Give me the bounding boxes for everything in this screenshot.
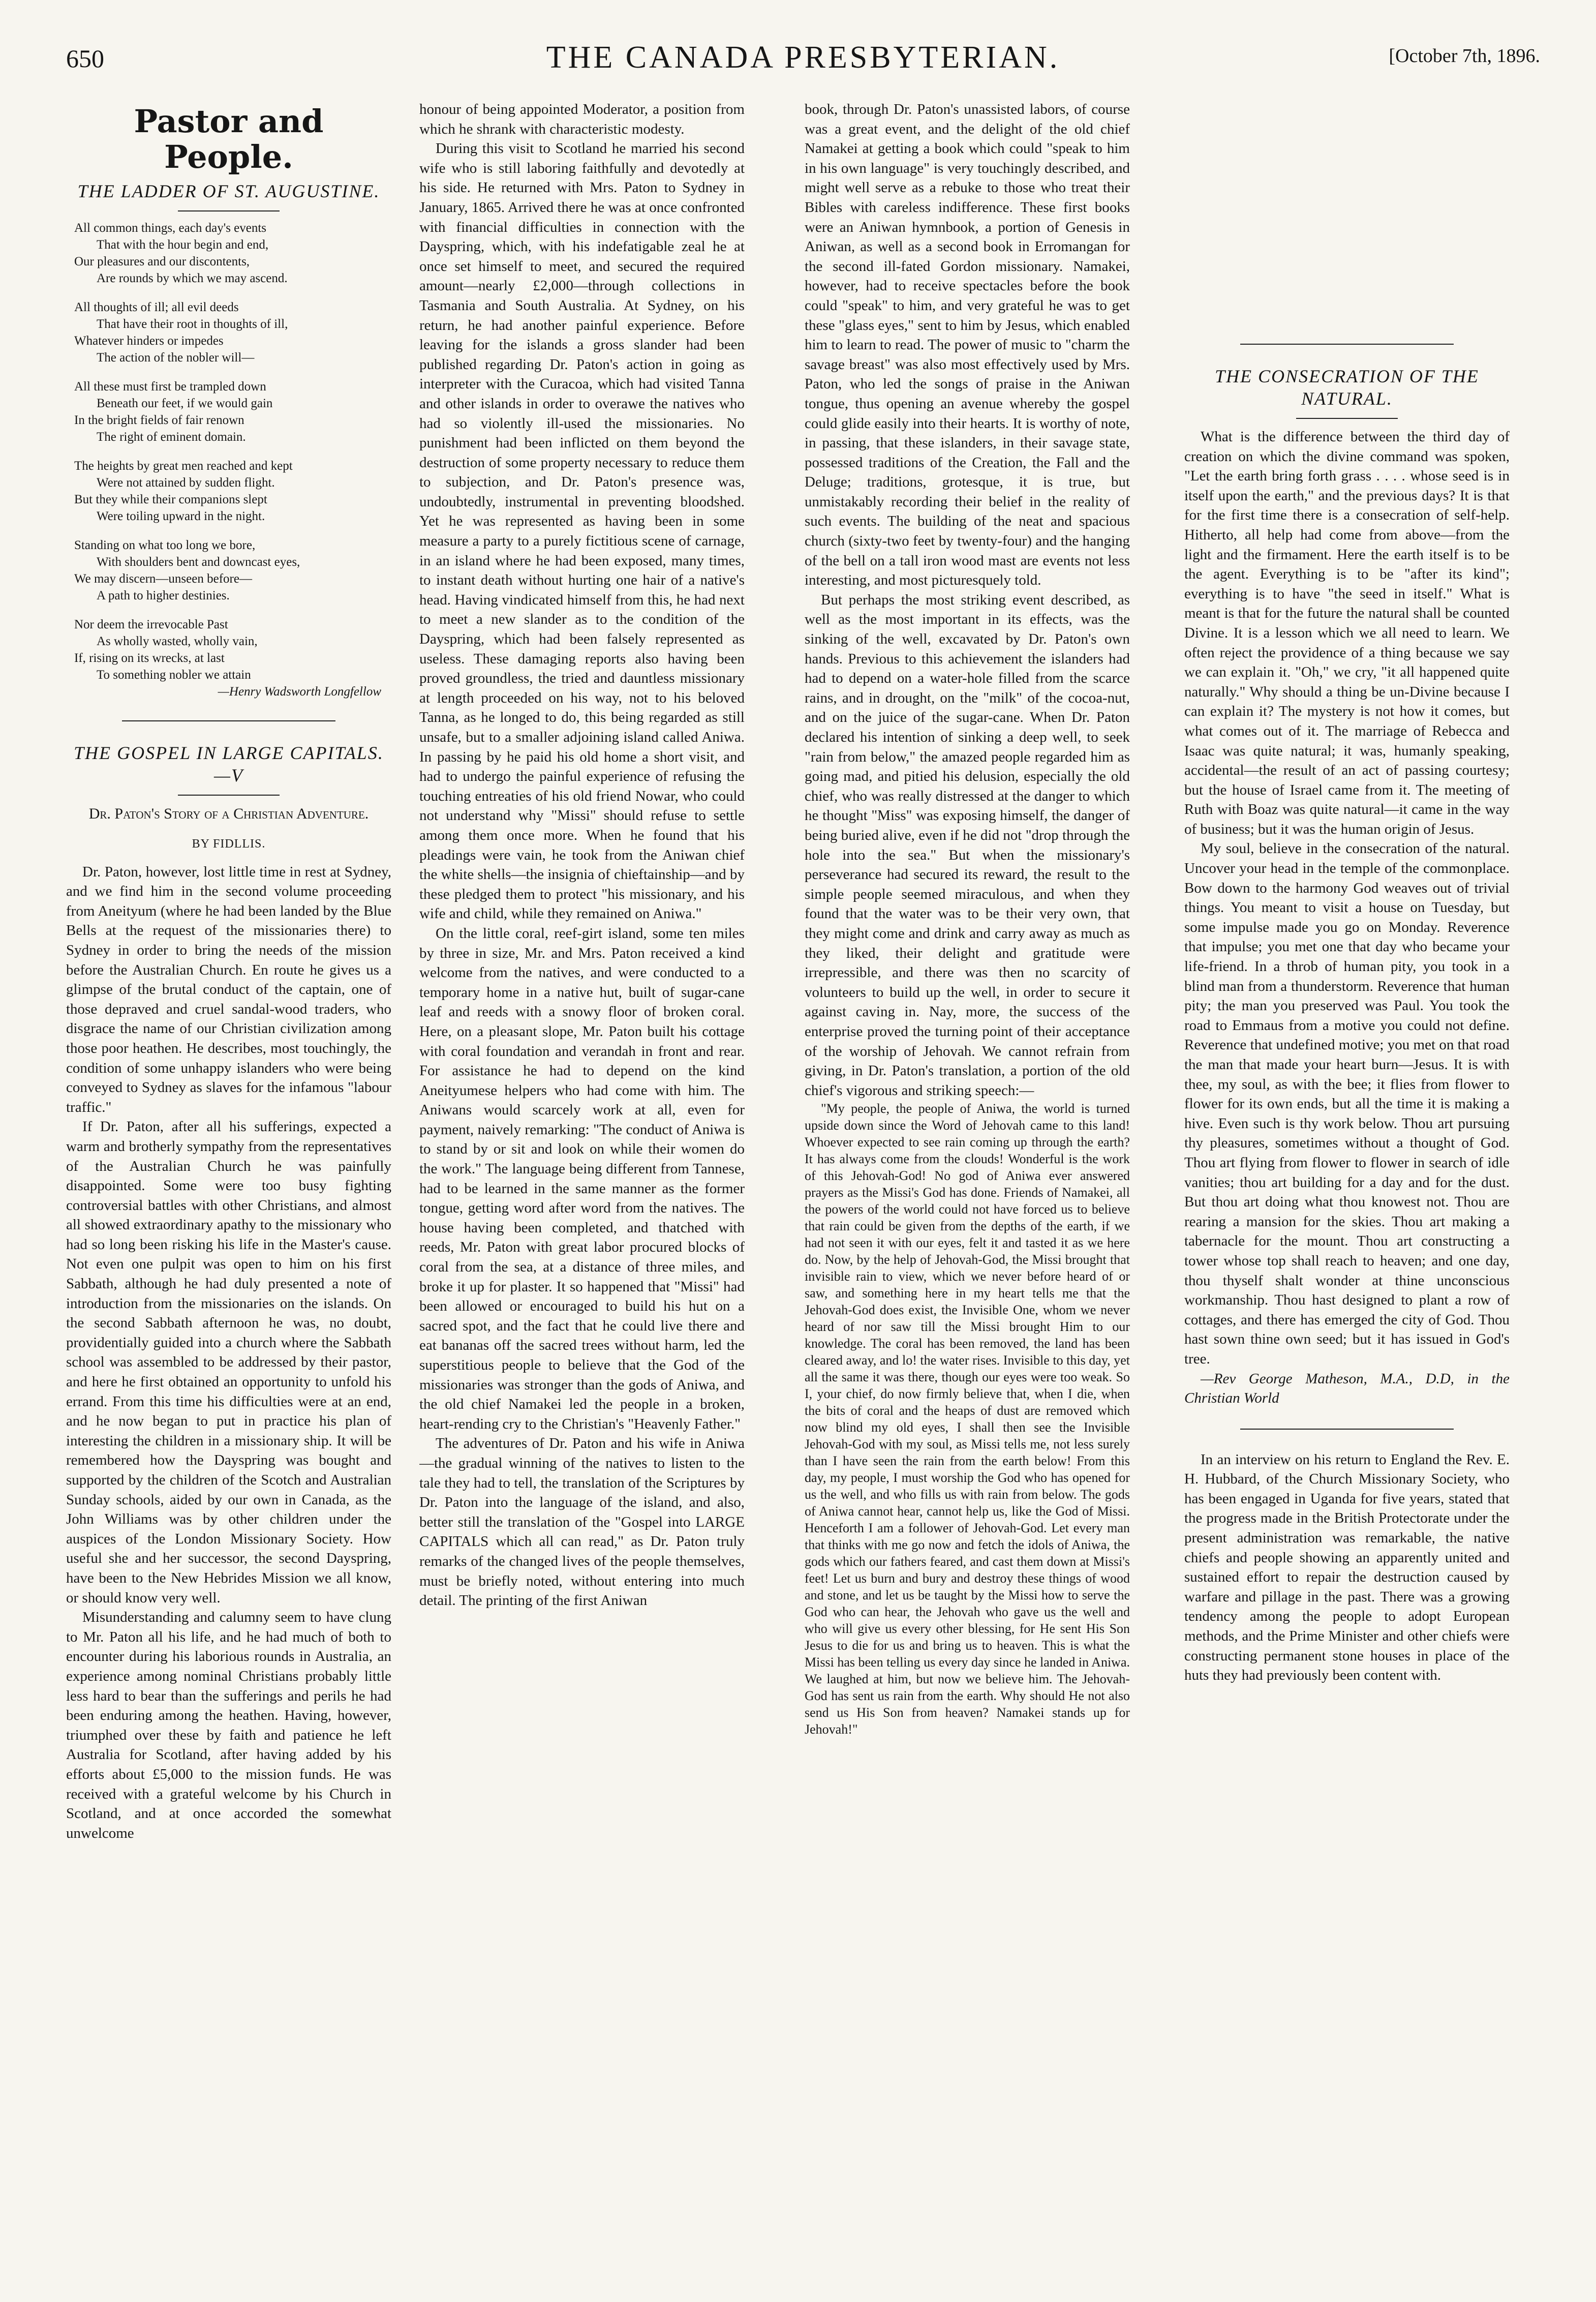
article-title: THE CONSECRATION OF THE NATURAL. [1215, 366, 1479, 409]
article-paragraph: During this visit to Scotland he married his second wife who is still laboring faithfully and devotedly at his side. He returned with Mrs. Paton to Sydney in January, 1865. Arrived there he was at once confronted with financial difficulties in connection with the Dayspring, which, with his indefatigable zeal he at once set himself to meet, and secured the required amount—nearly £2,000—through collections in Tasmania and South Australia. At Sydney, on his return, he had another painful experience. Before leaving for the islands a gross slander had been published regarding Dr. Paton's action in going as interpreter with the Curacoa, which had visited Tanna and other islands in order to overawe the natives who had so violently ill-used the missionaries. No punishment had been inflicted on them beyond the destruction of some property necessary to reduce them to subjection, and Dr. Paton's presence was, undoubtedly, instrumental in preventing bloodshed. Yet he was represented as having been in some measure a party to a purely fictitious scene of carnage, in an island where he had been exposed, many times, to instant death without hurting one hair of a native's head. Having vindicated himself from this, he had next to meet a new slander as to the condition of the Dayspring, which had been falsely represented as useless. These damaging reports also having been proved groundless, the tried and dauntless missionary at length proceeded on his way, not to his beloved Tanna, as he longed to do, this being regarded as still unsafe, but to a smaller adjoining island called Aniwa. In passing by he paid his old home a short visit, and had to undergo the painful experience of refusing the touching entreaties of his old friend Nowar, who could not understand why "Missi" should refuse to settle among them once more. When he found that his pleadings were vain, he took from the Aniwan chief the white shells—the insignia of chieftainship—and by these pledged them to protect "his missionary, and his wife and child, while they remained on Aniwa." [419, 140, 745, 922]
poem-line: The right of eminent domain. [97, 430, 246, 444]
divider [1296, 418, 1398, 419]
poem-stanza [74, 537, 391, 604]
divider [1240, 344, 1454, 345]
article-paragraph: On the little coral, reef-girt island, some ten miles by three in size, Mr. and Mrs. Paton received a kind welcome from the natives, and were conducted to a temporary home in a native hut, built of sugar-cane leaf and reeds with a snowy floor of broken coral. Here, on a pleasant slope, Mr. Paton built his cottage with coral foundation and verandah in front and rear. For assistance he had to depend on the kind Aneityumese helpers who had come with him. The Aniwans would scarcely work at all, even for payment, naively remarking: "The conduct of Aniwa is to stand by or sit and look on while their women do the work." The language being different from Tannese, had to be learned in the same manner as the former tongue, getting word after word from the natives. The house having been completed, and thatched with reeds, Mr. Paton with great labor procured blocks of coral from the sea, at a distance of three miles, and broke it up for plaster. It so happened that "Missi" had been allowed or encouraged to build his hut on a sacred spot, and the fact that he could live there and eat bananas off the sacred trees without harm, led the superstitious people to believe that the God of the missionaries was stronger than the gods of Aniwa, and the old chief Namakei led the people in a broken, heart-rending cry to the Christian's "Heavenly Father." [419, 925, 745, 1432]
article-paragraph: The adventures of Dr. Paton and his wife in Aniwa—the gradual winning of the natives to listen to the tale they had to tell, the translation of the Scriptures by Dr. Paton into the language of the island, and also, better still the translation of the "Gospel into LARGE CAPITALS which all can read," as Dr. Paton truly remarks of the changed lives of the people themselves, must be briefly noted, without entering into much detail. The printing of the first Aniwan [419, 1435, 745, 1609]
poem-line: Were not attained by sudden flight. [97, 476, 275, 490]
divider [178, 210, 280, 211]
page-number: 650 [66, 44, 104, 73]
poem [66, 220, 391, 700]
poem-stanza [74, 220, 391, 287]
issue-date: [October 7th, 1896. [1389, 45, 1540, 67]
poem-line: To something nobler we attain [97, 668, 251, 682]
poem-line: The heights by great men reached and kept [74, 459, 293, 473]
poem-line: That have their root in thoughts of ill, [97, 317, 288, 331]
poem-line: Are rounds by which we may ascend. [97, 271, 288, 285]
article-signature: —Rev George Matheson, M.A., D.D, in the Christian World [1184, 1370, 1510, 1407]
poem-line: We may discern—unseen before— [74, 572, 252, 586]
poem-line: If, rising on its wrecks, at last [74, 651, 225, 665]
poem-line: With shoulders bent and downcast eyes, [97, 555, 300, 569]
poem-line: Were toiling upward in the night. [97, 509, 265, 523]
poem-line: Nor deem the irrevocable Past [74, 618, 228, 631]
poem-stanza [74, 458, 391, 525]
poem-line: The action of the nobler will— [97, 351, 255, 365]
poem-stanza [74, 299, 391, 366]
column-1 [66, 100, 391, 2260]
poem-line: All common things, each day's events [74, 221, 267, 235]
article-paragraph: honour of being appointed Moderator, a position from which he shrank with characteristic modesty. [419, 101, 745, 137]
divider [178, 795, 280, 796]
poem-line: But they while their companions slept [74, 493, 267, 506]
poem-line: As wholly wasted, wholly vain, [97, 634, 258, 648]
news-paragraph: In an interview on his return to England the Rev. E. H. Hubbard, of the Church Missionary Society, who has been engaged in Uganda for five years, stated that the progress made in the British Protectorate under the present administration was remarkable, the native chiefs and people showing an apparently united and sustained effort to repair the destruction caused by warfare and pillage in the past. There was a growing tendency among the people to adopt European methods, and the Prime Minister and other chiefs were constructing permanent stone houses in place of the huts they had previously been content with. [1184, 1451, 1510, 1684]
poem-line: Standing on what too long we bore, [74, 538, 256, 552]
poem-line: All these must first be trampled down [74, 380, 266, 393]
poem-line: Whatever hinders or impedes [74, 334, 224, 348]
column-2 [419, 100, 745, 2260]
masthead: THE CANADA PRESBYTERIAN. [546, 40, 1060, 75]
article-byline: BY FIDLLIS. [192, 837, 266, 851]
chief-speech: "My people, the people of Aniwa, the world is turned upside down since the Word of Jehovah came to this land! Whoever expected to see rain coming up through the earth? It has always come from the clouds! Wonderful is the work of this Jehovah-God! No god of Aniwa ever answered prayers as the Missi's God has done. Friends of Namakei, all the powers of the world could not have forced us to believe that rain could be given from the depths of the earth, if we had not seen it with our eyes, felt it and tasted it as we here do. Now, by the help of Jehovah-God, the Missi brought that invisible rain to view, which we never before heard of or saw, and something here in my heart tells me that the Jehovah-God does exist, the Invisible One, whom we never heard of nor saw till the Missi brought Him to our knowledge. The coral has been removed, the land has been cleared away, and lo! the water rises. Invisible to this day, yet all the same it was there, though our eyes were too weak. So I, your chief, do now firmly believe that, when I die, when the bits of coral and the heaps of dust are removed which now blind my old eyes, I shall then see the Invisible Jehovah-God with my soul, as Missi tells me, not less surely than I have seen the rain from the earth below! From this day, my people, I must worship the God who has opened for us the well, and who fills us with rain from below. The gods of Aniwa cannot hear, cannot help us, like the God of Missi. Henceforth I am a follower of Jehovah-God. Let every man that thinks with me go now and fetch the idols of Aniwa, the gods which our fathers feared, and cast them down at Missi's feet! Let us burn and bury and destroy these things of wood and stone, and let us be taught by the Missi how to serve the God who can hear, the Jehovah who gave us the well and who will give us every other blessing, for He sent His Son Jesus to die for us and bring us to heaven. This is what the Missi has been telling us every day since he landed in Aniwa. We laughed at him, but now we believe him. The Jehovah-God has sent us rain from the earth. Why should He not also send us His Son from heaven? Namakei stands up for Jehovah!" [805, 1101, 1130, 1737]
article-paragraph: Dr. Paton, however, lost little time in rest at Sydney, and we find him in the second volume proceeding from Aneityum (where he had been landed by the Blue Bells at the request of the missionaries there) to Sydney in order to bring the needs of the mission before the Australian Church. En route he gives us a glimpse of the brutal conduct of the captain, one of those depraved and cruel sandal-wood traders, who disgrace the name of our Christian civilization among those poor heathen. He describes, most touchingly, the condition of some unhappy islanders who were being conveyed to Sydney as slaves for the infamous "labour traffic." [66, 863, 391, 1115]
article-paragraph: Misunderstanding and calumny seem to have clung to Mr. Paton all his life, and he had much of both to encounter during his laborious rounds in Australia, an experience among nominal Christians probably little less hard to bear than the sufferings and perils he had been enduring among the heathen. Having, however, triumphed over these by faith and patience he left Australia for Scotland, after having added by his efforts about £5,000 to the mission funds. He was received with a grateful welcome by his Church in Scotland, and at once accorded the somewhat unwelcome [66, 1609, 391, 1841]
section-title: Pastor and People. [134, 103, 324, 175]
poem-attribution: —Henry Wadsworth Longfellow [218, 685, 381, 699]
poem-line: In the bright fields of fair renown [74, 413, 244, 427]
divider [122, 720, 335, 721]
article-paragraph: My soul, believe in the consecration of the natural. Uncover your head in the temple of the commonplace. Bow down to the harmony God weaves out of trivial things. You meant to visit a house on Tuesday, but some impulse made you go on Monday. Reverence that impulse; you met one that day who became your life-friend. In a throb of human pity, you took in a blind man from a thunderstorm. Reverence that human pity; the man you preserved was Paul. You took the road to Emmaus from a motive you could not define. Reverence that undefined motive; you met on that road the man that made your heart burn—Jesus. It is with thee, my soul, as with the bee; it flies from flower to flower for its own ends, but all the time it is making a hive. Even such is thy work below. Thou art pursuing thy pleasures, sometimes without a thought of God. Thou art flying from flower to flower in search of idle vanities; thou art building for a day and for the dust. But thou art doing what thou knowest not. Thou are rearing a mansion for the skies. Thou art making a tabernacle for the mount. Thou art constructing a tower whose top shall reach to heaven; and one day, thou thyself shalt wonder at thine unconscious workmanship. Thou hast designed to plant a row of cottages, and there has emerged the city of God. Thou hast sown thine own seed; but it has issued in God's tree. [1184, 840, 1510, 1367]
article-paragraph: book, through Dr. Paton's unassisted labors, of course was a great event, and the delight of the old chief Namakei at getting a book which could "speak to him in his own language" is very touchingly described, and might well serve as a rebuke to those who treat their Bibles with careless indifference. These first books were an Aniwan hymnbook, a portion of Genesis in Aniwan, as well as a second book in Erromangan for the second ill-fated Gordon missionary. Namakei, however, had to receive spectacles before the book could "speak" to him, and very grateful he was to get these "glass eyes," sent to him by Jesus, which enabled him to learn to read. The power of music to "charm the savage breast" was also most effectively used by Mrs. Paton, who led the songs of praise in the Aniwan tongue, thus opening an avenue whereby the gospel could glide easily into their hearts. It is worthy of note, in passing, that these islanders, in their savage state, possessed traditions of the Creation, the Fall and the Deluge; traditions, grotesque, it is true, but unmistakably recording their belief in the reality of such events. The building of the neat and spacious church (sixty-two feet by twenty-four) and the hanging of the bell on a tall iron wood mast are events not less interesting, and most picturesquely told. [805, 101, 1130, 589]
article-paragraph: If Dr. Paton, after all his sufferings, expected a warm and brotherly sympathy from the representatives of the Australian Church he was painfully disappointed. Some were too busy fighting controversial battles with other Christians, and almost all showed extraordinary apathy to the missionary who had so long been risking his life in the Master's cause. Not even one pulpit was open to him on his first Sabbath, although he had duly presented a note of introduction from the missionaries on the islands. On the second Sabbath afternoon he was, no doubt, providentially guided into a church where the Sabbath school was assembled to be addressed by their pastor, and here he first obtained an opportunity to unfold his errand. From this time his difficulties were at an end, and he now began to put in practice his plan of interesting the children in a missionary ship. It will be remembered how the Dayspring was bought and supported by the children of the Scotch and Australian Sunday schools, aided by our own in Canada, as the John Williams was by other children under the auspices of the London Missionary Society. How useful she and her successor, the second Dayspring, have been to the New Hebrides Mission we all know, or should know very well. [66, 1118, 391, 1606]
poem-line: A path to higher destinies. [97, 589, 230, 602]
page-header [66, 40, 1540, 80]
article-subtitle: Dr. Paton's Story of a Christian Adventure. [88, 805, 369, 822]
poem-line: All thoughts of ill; all evil deeds [74, 300, 239, 314]
poem-line: Beneath our feet, if we would gain [97, 397, 273, 410]
poem-title: THE LADDER OF ST. AUGUSTINE. [77, 181, 380, 201]
poem-line: Our pleasures and our discontents, [74, 255, 250, 268]
poem-stanza [74, 378, 391, 445]
article-paragraph: But perhaps the most striking event described, as well as the most important in its effects, was the sinking of the well, excavated by Dr. Paton's own hands. Previous to this achievement the islanders had had to depend on a water-hole filled from the scarce rains, and in drought, on the "milk" of the cocoa-nut, and on the juice of the sugar-cane. When Dr. Paton declared his intention of sinking a deep well, to seek "rain from below," the amazed people regarded him as going mad, and pitied his delusion, especially the old chief, who was really distressed at the danger to which he thought "Miss" was exposing himself, the danger of being buried alive, even if he did not "drop through the hole into the sea." But when the missionary's perseverance had secured its reward, the result to the simple people seemed miraculous, and when they found that the water was to be their very own, that they might come and drink and carry away as much as they liked, their delight and gratitude were irrepressible, and there was then no scarcity of volunteers to build up the well, in order to secure it against caving in. Nay, more, the success of the enterprise proved the turning point of their acceptance of the worship of Jehovah. We cannot refrain from giving, in Dr. Paton's translation, a portion of the old chief's vigorous and striking speech:— [805, 591, 1130, 1099]
divider [1240, 1429, 1454, 1430]
column-4 [1184, 100, 1510, 2260]
poem-stanza [74, 616, 391, 700]
column-3 [805, 100, 1130, 2260]
article-paragraph: What is the difference between the third day of creation on which the divine command was spoken, "Let the earth bring forth grass . . . . whose seed is in itself upon the earth," and the previous days? It is that for the first time there is a consecration of self-help. Hitherto, all help had come from above—from the light and the firmament. Here the earth itself is to be the agent. Everything is to be "after its kind"; everything is to have "the seed in itself." What is meant is that for the future the natural shall be counted Divine. It is a lesson which we all need to learn. We often reject the providence of a thing because we say we can explain it. "Oh," we cry, "it all happened quite naturally." Why should a thing be un-Divine because I can explain it? The mystery is not how it comes, but what comes out of it. The marriage of Rebecca and Isaac was quite natural; it was, humanly speaking, accidental—the result of an act of passing courtesy; but the house of Israel came from it. The meeting of Ruth with Boaz was quite natural—it came in the way of business; but it was the human origin of Jesus. [1184, 429, 1510, 837]
poem-line: That with the hour begin and end, [97, 238, 269, 252]
article-title: THE GOSPEL IN LARGE CAPITALS.—V [74, 743, 384, 785]
